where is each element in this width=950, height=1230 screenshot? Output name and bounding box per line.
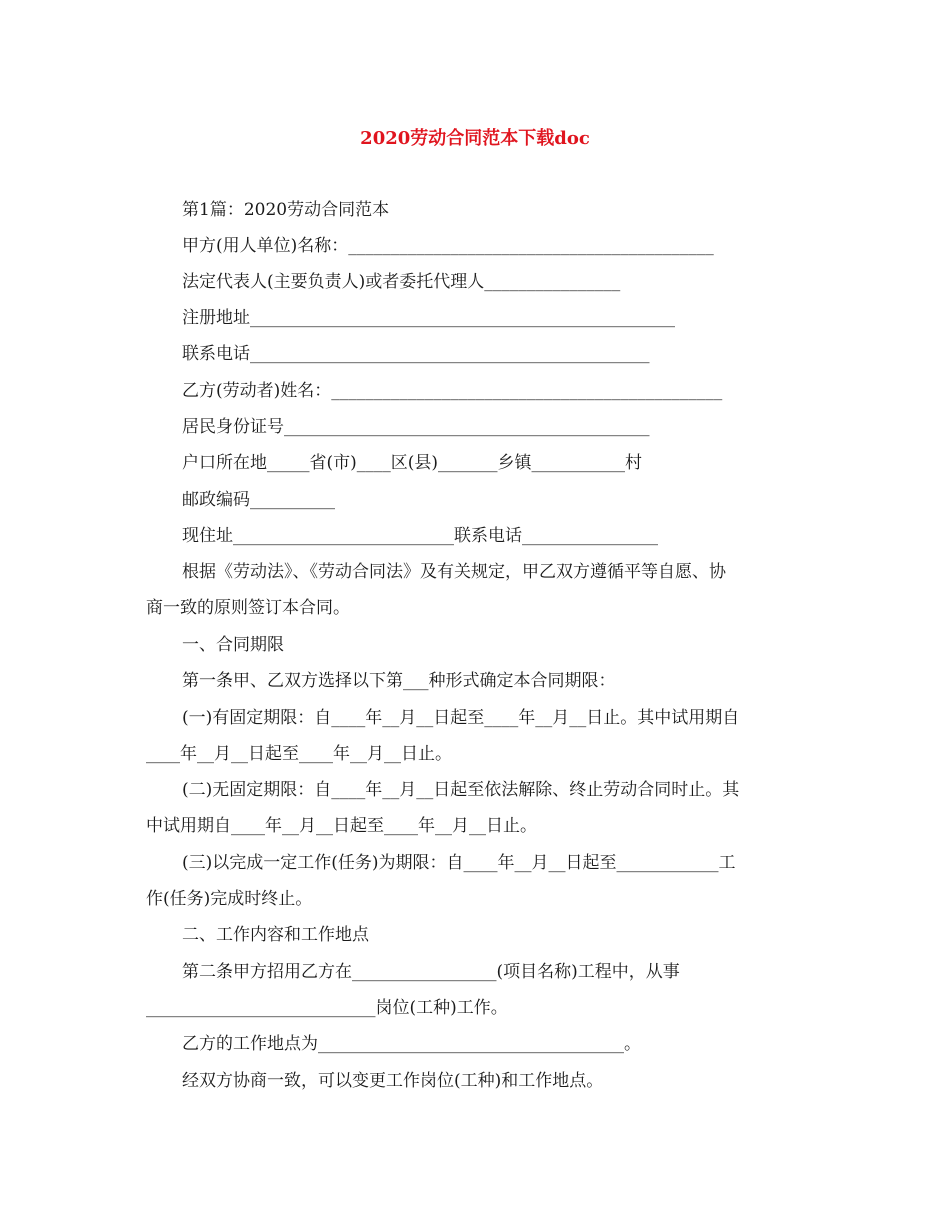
registered-address-line: 注册地址__________________________________________________ [182,308,675,328]
household-registration-line: 户口所在地_____省(市)____区(县)_______乡镇___________村 [182,453,643,473]
article-line-cont: ___________________________岗位(工种)工作。 [146,998,508,1018]
open-term-line: (二)无固定期限：自____年__月__日起至依法解除、终止劳动合同时止。其 [182,780,740,800]
paragraph-line: 根据《劳动法》、《劳动合同法》及有关规定，甲乙双方遵循平等自愿、协 [182,562,726,582]
party-a-name-line: 甲方(用人单位)名称：___________________________________________ [182,236,714,256]
contact-phone-line: 联系电话_______________________________________________ [182,344,650,364]
current-address-line: 现住址__________________________联系电话________________ [182,526,658,546]
task-term-line-cont: 作(任务)完成时终止。 [146,889,313,909]
fixed-term-line: (一)有固定期限：自____年__月__日起至____年__月__日止。其中试用期自 [182,708,740,728]
work-location-line: 乙方的工作地点为____________________________________。 [182,1034,641,1054]
fixed-term-line-cont: ____年__月__日起至____年__月__日止。 [146,744,452,764]
change-agreement-line: 经双方协商一致，可以变更工作岗位(工种)和工作地点。 [182,1071,604,1091]
open-term-line-cont: 中试用期自____年__月__日起至____年__月__日止。 [146,816,537,836]
party-b-name-line: 乙方(劳动者)姓名：______________________________________________ [182,381,723,401]
section-heading-contract-term: 一、合同期限 [182,635,284,655]
legal-representative-line: 法定代表人(主要负责人)或者委托代理人________________ [182,272,621,292]
postal-code-line: 邮政编码__________ [182,490,335,510]
section-heading: 第1篇：2020劳动合同范本 [182,200,390,220]
section-heading-work: 二、工作内容和工作地点 [182,925,369,945]
article-line: 第二条甲方招用乙方在_________________(项目名称)工程中，从事 [182,962,680,982]
document-title: 2020劳动合同范本下载doc [360,128,590,149]
article-line: 第一条甲、乙双方选择以下第___种形式确定本合同期限： [182,671,616,691]
paragraph-line: 商一致的原则签订本合同。 [146,598,350,618]
id-number-line: 居民身份证号___________________________________________ [182,417,650,437]
task-term-line: (三)以完成一定工作(任务)为期限：自____年__月__日起至____________工 [182,853,736,873]
